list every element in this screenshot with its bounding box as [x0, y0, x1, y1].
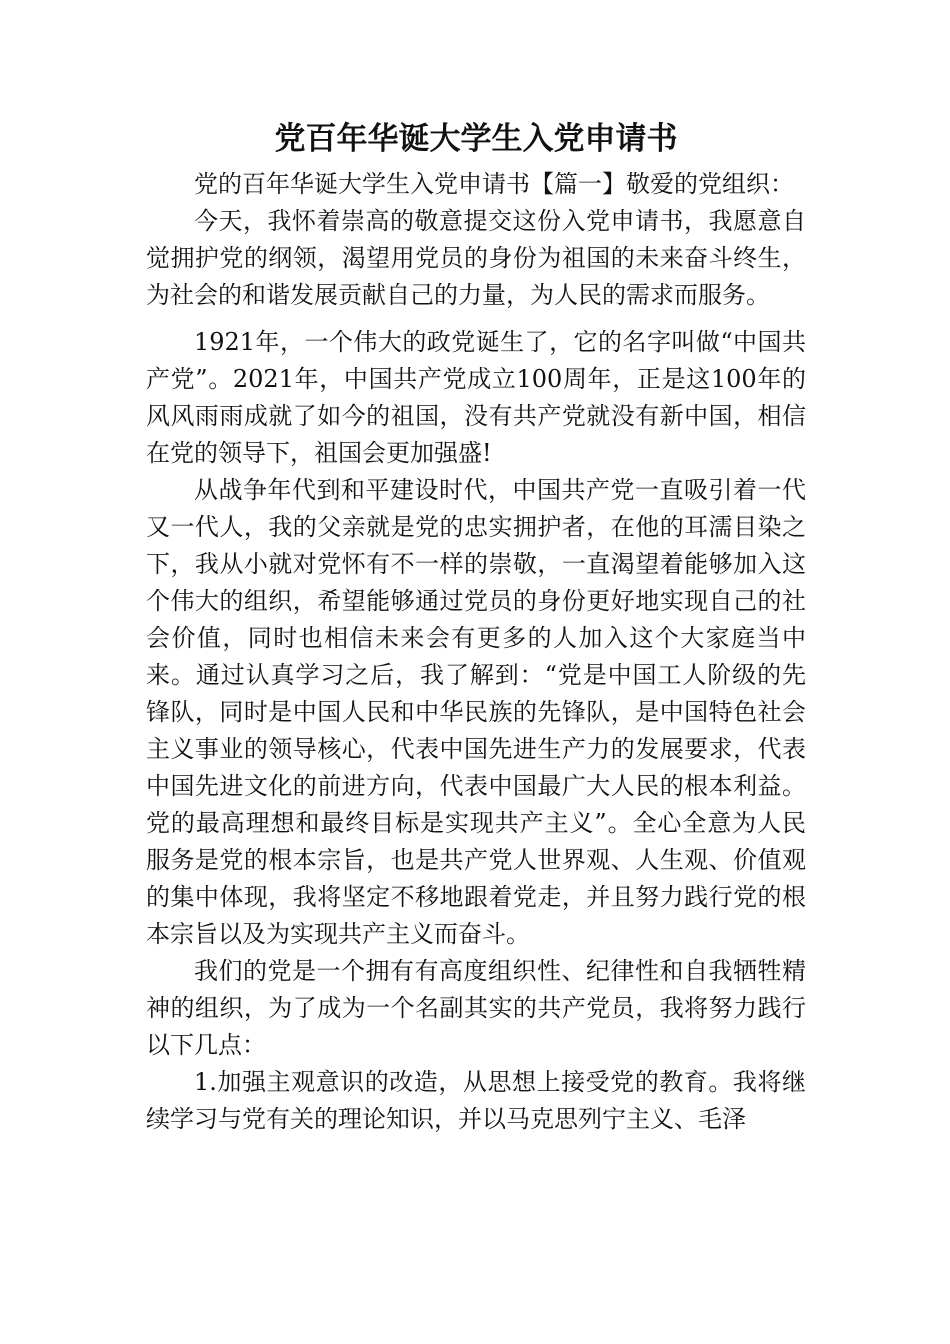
- intro-paragraph: 今天，我怀着崇高的敬意提交这份入党申请书，我愿意自觉拥护党的纲领，渴望用党员的身份为祖国的未来奋斗终生，为社会的和谐发展贡献自己的力量，为人民的需求而服务。: [146, 207, 806, 309]
- history-paragraph: 1921年，一个伟大的政党诞生了，它的名字叫做“中国共产党”。2021年，中国共产党成立100周年，正是这100年的风风雨雨成就了如今的祖国，没有共产党就没有新中国，相信在党的领导下，祖国会更加强盛!: [146, 328, 806, 467]
- point-one-paragraph: 1.加强主观意识的改造，从思想上接受党的教育。我将继续学习与党有关的理论知识，并以马克思列宁主义、毛泽: [146, 1068, 806, 1133]
- document-page: [146, 112, 806, 1138]
- document-title: 党百年华诞大学生入党申请书: [274, 121, 678, 157]
- greeting-paragraph: 党的百年华诞大学生入党申请书【篇一】敬爱的党组织：: [194, 170, 794, 198]
- motivation-paragraph: 从战争年代到和平建设时代，中国共产党一直吸引着一代又一代人，我的父亲就是党的忠实拥护者，在他的耳濡目染之下，我从小就对党怀有不一样的崇敬，一直渴望着能够加入这个伟大的组织，希望能够通过党员的身份更好地实现自己的社会价值，同时也相信未来会有更多的人加入这个大家庭当中来。通过认真学习之后，我了解到：“党是中国工人阶级的先锋队，同时是中国人民和中华民族的先锋队，是中国特色社会主义事业的领导核心，代表中国先进生产力的发展要求，代表中国先进文化的前进方向，代表中国最广大人民的根本利益。党的最高理想和最终目标是实现共产主义”。全心全意为人民服务是党的根本宗旨，也是共产党人世界观、人生观、价值观的集中体现，我将坚定不移地跟着党走，并且努力践行党的根本宗旨以及为实现共产主义而奋斗。: [146, 476, 806, 948]
- commitment-paragraph: 我们的党是一个拥有有高度组织性、纪律性和自我牺牲精神的组织，为了成为一个名副其实的共产党员，我将努力践行以下几点：: [146, 957, 806, 1059]
